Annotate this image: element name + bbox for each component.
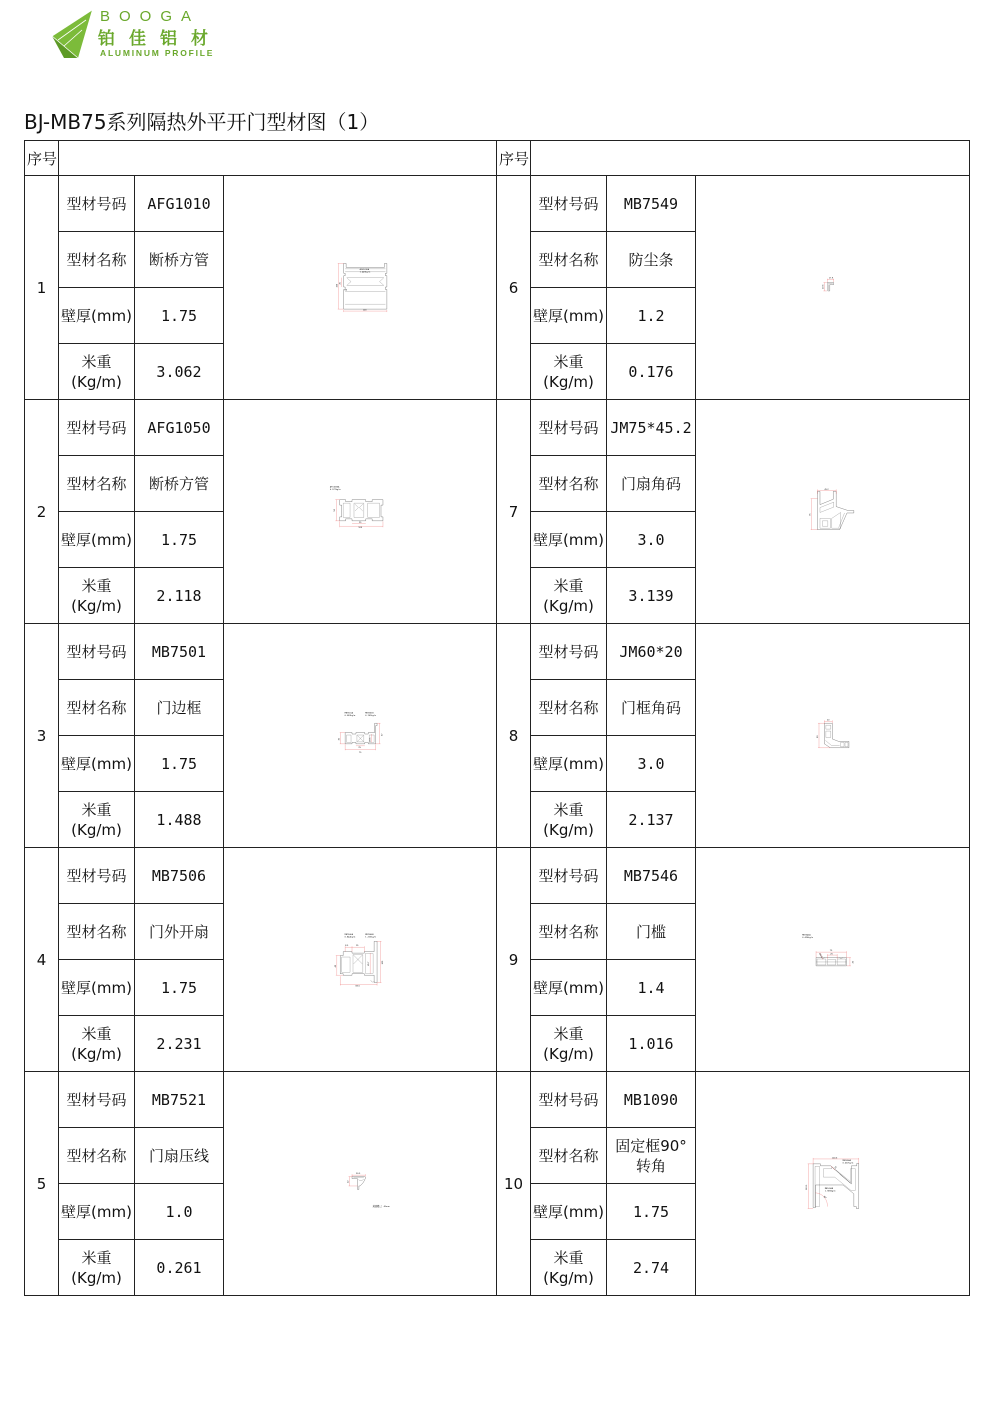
item-name: 门框角码 xyxy=(607,680,696,736)
label-thickness: 壁厚(mm) xyxy=(531,288,607,344)
item-code: MB7506 xyxy=(135,848,224,904)
item-weight: 0.176 xyxy=(607,344,696,400)
brand-name-cn: 铂佳铝材 xyxy=(98,29,222,49)
item-index: 10 xyxy=(497,1072,531,1296)
item-name: 断桥方管 xyxy=(135,456,224,512)
note-2: 1.449kg/m xyxy=(359,271,371,274)
item-weight: 3.139 xyxy=(607,568,696,624)
dim-1: 35 xyxy=(338,737,341,741)
dim-2: 25 xyxy=(355,945,359,948)
item-name: 门外开扇 xyxy=(135,904,224,960)
brand-tagline: ALUMINUM PROFILE xyxy=(100,48,215,58)
item-code: MB7521 xyxy=(135,1072,224,1128)
item-thickness: 3.0 xyxy=(607,736,696,792)
dim-2: 19.6 xyxy=(822,284,825,289)
note-1: AFG1050A xyxy=(329,486,340,489)
profile-drawing xyxy=(224,176,497,400)
item-index: 6 xyxy=(497,176,531,400)
item-index: 4 xyxy=(25,848,59,1072)
label-thickness: 壁厚(mm) xyxy=(59,512,135,568)
label-code: 型材号码 xyxy=(531,624,607,680)
item-code: MB7549 xyxy=(607,176,696,232)
label-thickness: 壁厚(mm) xyxy=(531,512,607,568)
profile-mb7501-drawing xyxy=(224,708,496,763)
item-code: JM75*45.2 xyxy=(607,400,696,456)
item-code: AFG1010 xyxy=(135,176,224,232)
item-code: JM60*20 xyxy=(607,624,696,680)
note-1: MB7506A xyxy=(344,933,353,936)
dim-2: 25 xyxy=(834,1166,838,1170)
item-name: 固定框90° 转角 xyxy=(607,1128,696,1184)
item-name: 门扇压线 xyxy=(135,1128,224,1184)
dim-1: 17.9 xyxy=(828,277,834,280)
label-code: 型材号码 xyxy=(531,400,607,456)
dim-5: 100 xyxy=(381,960,384,965)
label-name: 型材名称 xyxy=(531,904,607,960)
label-thickness: 壁厚(mm) xyxy=(59,960,135,1016)
label-weight: 米重 (Kg/m) xyxy=(59,568,135,624)
profile-jm75-drawing xyxy=(696,484,969,539)
profile-jm60-drawing xyxy=(696,708,969,763)
header-index-left: 序号 xyxy=(25,141,59,176)
item-thickness: 3.0 xyxy=(607,512,696,568)
note-2: 0.667kg/m xyxy=(842,1162,854,1165)
profile-mb7549-drawing xyxy=(696,260,969,315)
label-name: 型材名称 xyxy=(59,1128,135,1184)
dim-4: 100 xyxy=(362,309,367,312)
item-thickness: 1.0 xyxy=(135,1184,224,1240)
profile-mb7506-drawing xyxy=(224,932,496,987)
note-1: 玻璃槽口：40mm xyxy=(372,1206,390,1209)
note-1: AFG1010A xyxy=(359,269,370,272)
item-index: 5 xyxy=(25,1072,59,1296)
label-code: 型材号码 xyxy=(59,848,135,904)
label-name: 型材名称 xyxy=(59,456,135,512)
note-2: 0.583kg/m xyxy=(344,714,356,717)
label-code: 型材号码 xyxy=(59,1072,135,1128)
note-1: MB7501A xyxy=(344,712,353,715)
label-thickness: 壁厚(mm) xyxy=(531,736,607,792)
label-weight: 米重 (Kg/m) xyxy=(531,1240,607,1296)
item-index: 8 xyxy=(497,624,531,848)
page-title: BJ-MB75系列隔热外平开门型材图（1） xyxy=(24,110,380,134)
item-thickness: 1.75 xyxy=(135,288,224,344)
dim-4: 57 xyxy=(381,733,384,736)
dim-3: 110.1 xyxy=(806,1184,809,1190)
header-index-right: 序号 xyxy=(497,141,531,176)
item-code: AFG1050 xyxy=(135,400,224,456)
dim-1: 100.6 xyxy=(831,1157,838,1160)
item-thickness: 1.75 xyxy=(135,736,224,792)
profile-drawing xyxy=(696,1072,970,1296)
label-name: 型材名称 xyxy=(59,904,135,960)
item-weight: 2.74 xyxy=(607,1240,696,1296)
dim-4: 90° xyxy=(822,1195,827,1200)
label-weight: 米重 (Kg/m) xyxy=(59,344,135,400)
note-2: 0.977kg/m xyxy=(329,488,341,491)
dim-2: 25 xyxy=(339,282,342,285)
dim-6: 83.5 xyxy=(355,985,360,987)
label-code: 型材号码 xyxy=(59,176,135,232)
profile-afg1010-drawing xyxy=(224,260,496,315)
label-code: 型材号码 xyxy=(531,1072,607,1128)
leaf-logo-icon xyxy=(48,8,96,60)
dim-1: 8.5 xyxy=(345,945,349,948)
note-4: 0.741kg/m xyxy=(365,714,376,717)
brand-name-en: BOOGA xyxy=(100,8,201,25)
dim-1: 45.2 xyxy=(824,488,829,491)
label-code: 型材号码 xyxy=(59,400,135,456)
item-name: 门槛 xyxy=(607,904,696,960)
label-name: 型材名称 xyxy=(531,456,607,512)
note-3: MB1090B xyxy=(824,1187,834,1190)
item-weight: 2.118 xyxy=(135,568,224,624)
dim-1: 50 xyxy=(333,509,336,512)
profile-drawing xyxy=(696,624,970,848)
label-thickness: 壁厚(mm) xyxy=(531,1184,607,1240)
label-name: 型材名称 xyxy=(59,680,135,736)
label-thickness: 壁厚(mm) xyxy=(59,288,135,344)
item-name: 门扇角码 xyxy=(607,456,696,512)
profile-drawing xyxy=(224,848,497,1072)
item-name: 断桥方管 xyxy=(135,232,224,288)
label-code: 型材号码 xyxy=(59,624,135,680)
header-row xyxy=(25,141,970,176)
dim-4: 20 xyxy=(852,960,855,964)
label-name: 型材名称 xyxy=(531,680,607,736)
label-weight: 米重 (Kg/m) xyxy=(59,792,135,848)
label-thickness: 壁厚(mm) xyxy=(59,736,135,792)
dim-2: 60 xyxy=(817,735,820,738)
profile-table xyxy=(24,140,970,1296)
item-thickness: 1.75 xyxy=(607,1184,696,1240)
label-name: 型材名称 xyxy=(531,232,607,288)
dim-2: 25 xyxy=(358,746,361,749)
note-3: MB7501B xyxy=(365,712,374,715)
item-weight: 0.261 xyxy=(135,1240,224,1296)
item-thickness: 1.75 xyxy=(135,960,224,1016)
profile-mb7546-drawing xyxy=(696,932,969,987)
item-index: 2 xyxy=(25,400,59,624)
dim-1: 20 xyxy=(826,719,830,722)
item-code: MB7546 xyxy=(607,848,696,904)
label-code: 型材号码 xyxy=(531,176,607,232)
profile-afg1050-drawing xyxy=(224,484,496,539)
dim-1: 75 xyxy=(829,950,833,953)
profile-drawing xyxy=(696,400,970,624)
label-weight: 米重 (Kg/m) xyxy=(531,568,607,624)
item-weight: 2.137 xyxy=(607,792,696,848)
item-index: 3 xyxy=(25,624,59,848)
dim-2: 75 xyxy=(809,513,812,516)
label-code: 型材号码 xyxy=(531,848,607,904)
dim-5: 75 xyxy=(358,752,362,755)
dim-3: 45 xyxy=(334,964,337,968)
header-blank-left xyxy=(59,141,497,176)
note-2: 0.844kg/m xyxy=(344,936,356,939)
label-weight: 米重 (Kg/m) xyxy=(531,1016,607,1072)
item-index: 1 xyxy=(25,176,59,400)
item-code: MB7501 xyxy=(135,624,224,680)
profile-drawing xyxy=(224,1072,497,1296)
dim-2: 25 xyxy=(358,521,362,524)
profile-drawing xyxy=(224,624,497,848)
dim-4: 45.7 xyxy=(368,961,371,966)
brand-logo xyxy=(48,6,278,62)
dim-2: 22 xyxy=(347,1180,350,1184)
item-index: 7 xyxy=(497,400,531,624)
item-weight: 2.231 xyxy=(135,1016,224,1072)
profile-mb7521-drawing xyxy=(224,1156,496,1211)
label-name: 型材名称 xyxy=(531,1128,607,1184)
header-blank-right xyxy=(531,141,970,176)
note-3: MB7506B xyxy=(365,933,374,936)
label-weight: 米重 (Kg/m) xyxy=(59,1016,135,1072)
item-code: MB1090 xyxy=(607,1072,696,1128)
dim-1: 30.5 xyxy=(355,1173,361,1176)
dim-3: 25 xyxy=(344,289,348,292)
label-weight: 米重 (Kg/m) xyxy=(531,792,607,848)
item-index: 9 xyxy=(497,848,531,1072)
dim-1: 100 xyxy=(336,283,339,288)
item-thickness: 1.4 xyxy=(607,960,696,1016)
note-1: MB7546A xyxy=(802,934,811,937)
note-2: 0.426kg/m xyxy=(802,936,813,939)
item-weight: 1.016 xyxy=(607,1016,696,1072)
profile-drawing xyxy=(696,848,970,1072)
dim-3: 20.5 xyxy=(369,737,372,742)
dim-2: 25 xyxy=(830,953,833,956)
note-1: MB1090A xyxy=(842,1159,851,1162)
note-4: 1.909kg/m xyxy=(824,1190,836,1193)
label-weight: 米重 (Kg/m) xyxy=(59,1240,135,1296)
note-4: 1.223kg/m xyxy=(365,936,376,939)
label-thickness: 壁厚(mm) xyxy=(59,1184,135,1240)
item-weight: 1.488 xyxy=(135,792,224,848)
label-thickness: 壁厚(mm) xyxy=(531,960,607,1016)
profile-drawing xyxy=(696,176,970,400)
label-name: 型材名称 xyxy=(59,232,135,288)
profile-mb1090-drawing xyxy=(696,1156,969,1211)
item-name: 门边框 xyxy=(135,680,224,736)
item-name: 防尘条 xyxy=(607,232,696,288)
item-thickness: 1.2 xyxy=(607,288,696,344)
profile-drawing xyxy=(224,400,497,624)
dim-3: 100 xyxy=(358,527,363,530)
dim-3: Ø3.5 xyxy=(818,953,823,959)
label-weight: 米重 (Kg/m) xyxy=(531,344,607,400)
item-thickness: 1.75 xyxy=(135,512,224,568)
item-weight: 3.062 xyxy=(135,344,224,400)
